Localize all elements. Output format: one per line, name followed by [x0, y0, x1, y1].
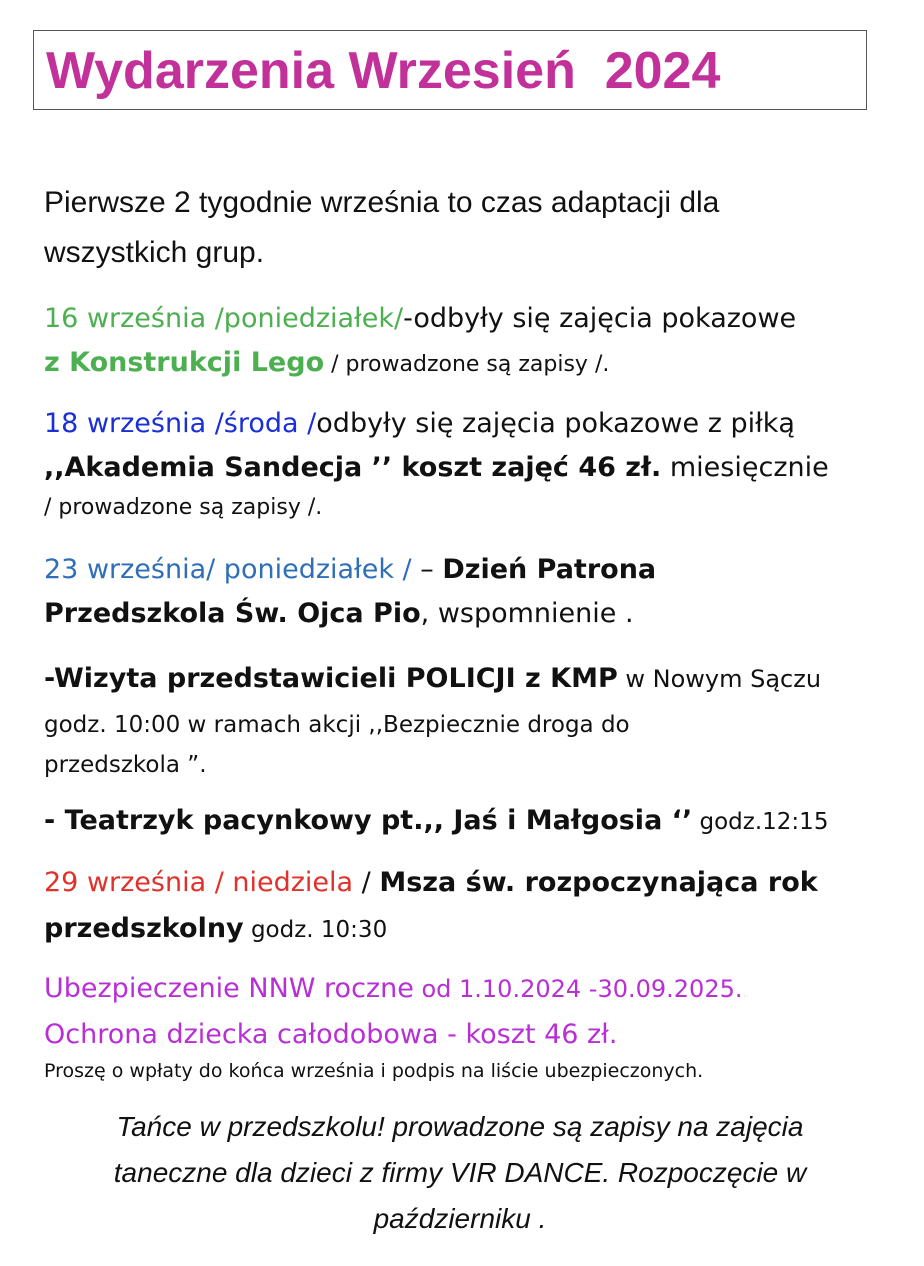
lego-event	[44, 296, 884, 387]
page-title: Wydarzenia Wrzesień 2024	[46, 42, 721, 100]
patron-dash: –	[411, 554, 443, 585]
mass-time: godz. 10:30	[243, 917, 388, 943]
theatre-title: - Teatrzyk pacynkowy pt.,, Jaś i Małgosia ‘’	[44, 805, 693, 836]
lego-text: -odbyły się zajęcia pokazowe	[403, 303, 797, 334]
police-event	[44, 656, 884, 785]
police-title: -Wizyta przedstawicieli POLICJI z KMP	[44, 663, 618, 694]
sandecja-name: ,,Akademia Sandecja ’’ koszt zajęć 46 zł.	[44, 452, 662, 483]
intro-line-2: wszystkich grup.	[44, 236, 265, 269]
insurance-info	[44, 966, 884, 1087]
sandecja-monthly: miesięcznie	[661, 452, 829, 483]
insurance-line-1a: Ubezpieczenie NNW roczne	[44, 973, 414, 1004]
dance-line-2: taneczne dla dzieci z firmy VIR DANCE. Rozpoczęcie w	[113, 1157, 807, 1188]
patron-text: , wspomnienie .	[420, 598, 634, 629]
lego-date: 16 września /poniedziałek/	[44, 303, 404, 334]
dance-line-1: Tańce w przedszkolu! prowadzone są zapisy na zajęcia	[116, 1111, 804, 1142]
insurance-line-2: Ochrona dziecka całodobowa - koszt 46 zł.	[44, 1019, 618, 1050]
theatre-time: godz.12:15	[692, 809, 829, 835]
patron-event	[44, 548, 884, 636]
patron-date: 23 września/ poniedziałek /	[44, 554, 412, 585]
title-box	[33, 30, 867, 110]
sandecja-note: / prowadzone są zapisy /.	[44, 495, 323, 520]
sandecja-event	[44, 402, 884, 526]
theatre-event	[44, 798, 884, 847]
police-place: w Nowym Sączu	[617, 665, 822, 693]
dance-line-3: październiku .	[373, 1203, 547, 1234]
mass-date: 29 września / niedziela	[44, 867, 354, 898]
intro-line-1: Pierwsze 2 tygodnie września to czas adaptacji dla	[44, 186, 720, 219]
lego-name: z Konstrukcji Lego	[44, 347, 325, 378]
police-line-3: przedszkola ”.	[44, 752, 207, 778]
police-line-2: godz. 10:00 w ramach akcji ,,Bezpiecznie droga do	[44, 712, 630, 738]
patron-name-2: Przedszkola Św. Ojca Pio	[44, 598, 421, 629]
insurance-line-3: Proszę o wpłaty do końca września i podpis na liście ubezpieczonych.	[44, 1060, 704, 1082]
dance-info	[30, 1104, 890, 1242]
insurance-line-1b: od 1.10.2024 -30.09.2025.	[413, 975, 743, 1003]
mass-name-2: przedszkolny	[44, 913, 244, 944]
sandecja-text: odbyły się zajęcia pokazowe z piłką	[316, 408, 795, 439]
mass-name-1: Msza św. rozpoczynająca rok	[379, 867, 818, 898]
sandecja-date: 18 września /środa /	[44, 408, 317, 439]
intro-paragraph	[44, 178, 884, 278]
lego-note: / prowadzone są zapisy /.	[324, 352, 610, 377]
mass-event	[44, 860, 884, 955]
patron-name-1: Dzień Patrona	[442, 554, 657, 585]
mass-slash: /	[353, 867, 380, 898]
